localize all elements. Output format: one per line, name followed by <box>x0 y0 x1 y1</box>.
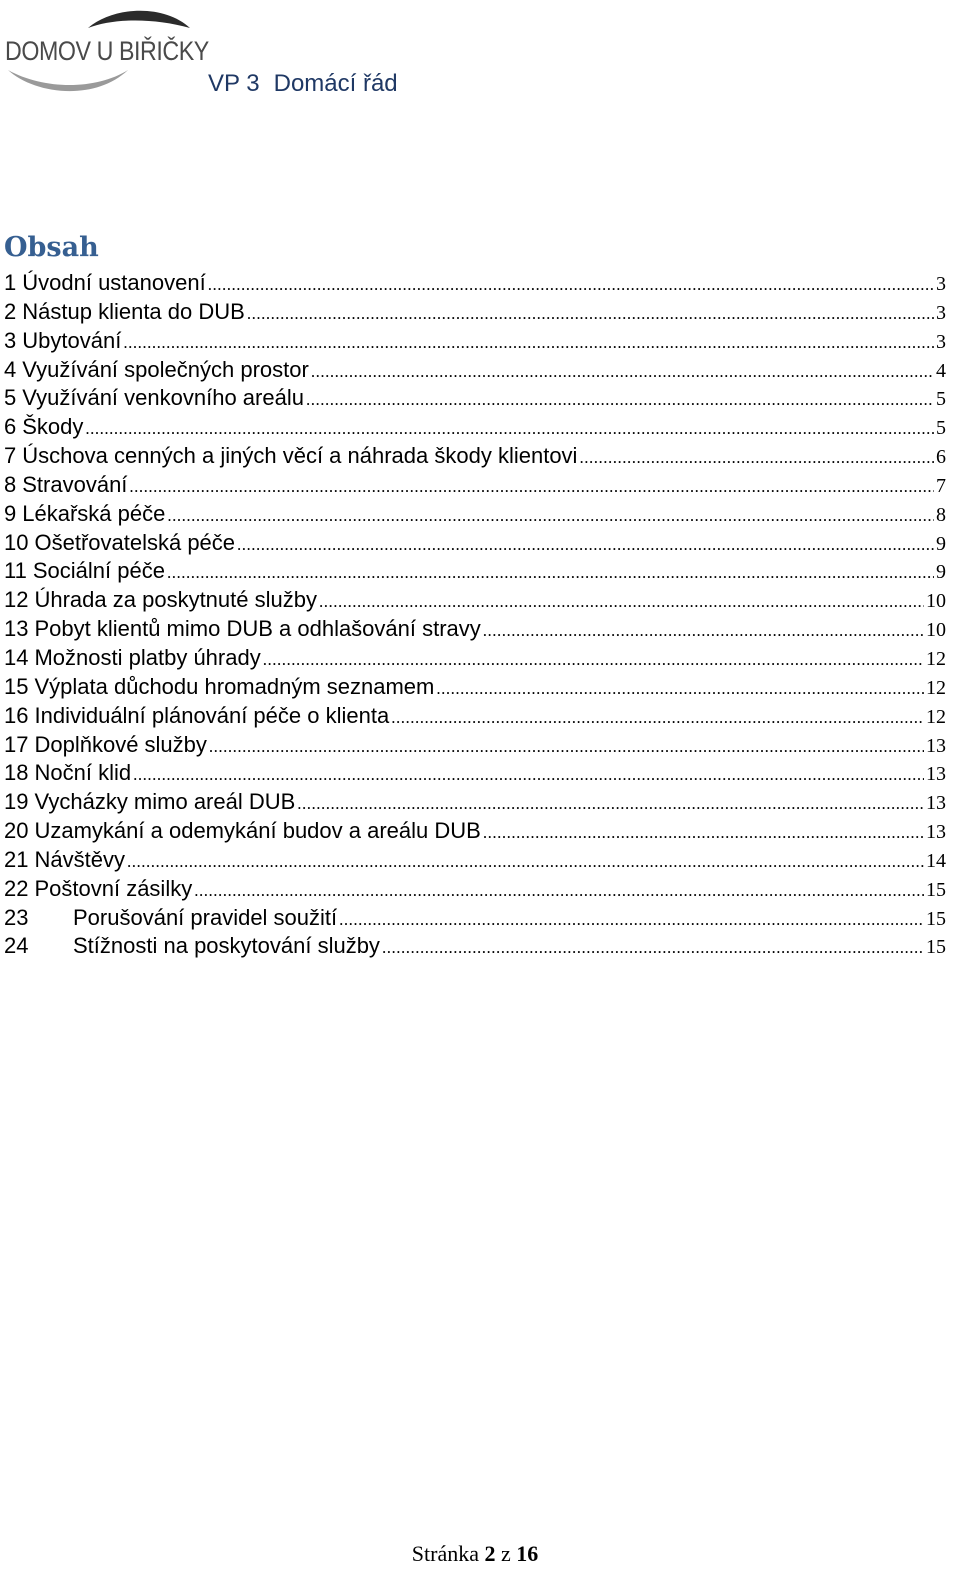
toc-entry-number: 9 <box>4 500 17 526</box>
toc-entry[interactable] <box>4 760 946 789</box>
toc-entry-number: 8 <box>4 471 17 497</box>
toc-entry-title[interactable]: Individuální plánování péče o klienta <box>34 702 390 728</box>
toc-entry-number: 3 <box>4 327 17 353</box>
footer-separator: z <box>500 1541 511 1566</box>
toc-dot-leader <box>297 794 924 814</box>
toc-entry-title[interactable]: Nástup klienta do DUB <box>22 298 245 324</box>
toc-entry[interactable] <box>4 414 946 443</box>
footer-label: Stránka <box>411 1541 479 1566</box>
toc-dot-leader <box>579 448 934 468</box>
toc-entry-page[interactable]: 15 <box>926 878 946 901</box>
toc-dot-leader <box>209 737 924 757</box>
toc-dot-leader <box>194 881 924 901</box>
toc-entry-page[interactable]: 13 <box>926 821 946 844</box>
document-code: VP 3 <box>208 70 260 97</box>
toc-entry-page[interactable]: 13 <box>926 763 946 786</box>
toc-dot-leader <box>319 592 924 612</box>
toc-entry-number: 12 <box>4 587 29 613</box>
toc-entry-title[interactable]: Úvodní ustanovení <box>22 270 206 295</box>
toc-entry[interactable] <box>4 645 946 674</box>
logo-text: DOMOV U BIŘIČKY <box>5 36 209 66</box>
toc-dot-leader <box>85 419 934 439</box>
footer-current-page: 2 <box>484 1541 496 1566</box>
toc-dot-leader <box>391 708 924 728</box>
toc-dot-leader <box>483 823 924 843</box>
toc-entry-title[interactable]: Doplňkové služby <box>34 731 207 757</box>
toc-dot-leader <box>382 938 924 958</box>
toc-entry-page[interactable]: 4 <box>936 359 946 382</box>
toc-entry-title[interactable]: Ošetřovatelská péče <box>34 529 236 555</box>
toc-entry-title[interactable]: Výplata důchodu hromadným seznamem <box>34 673 435 699</box>
toc-entry-title[interactable]: Noční klid <box>34 760 132 786</box>
toc-entry-page[interactable]: 10 <box>926 619 946 642</box>
toc-entry-title[interactable]: Úhrada za poskytnuté služby <box>34 587 317 613</box>
toc-entry-number: 14 <box>4 644 29 670</box>
toc-dot-leader <box>237 535 934 555</box>
toc-entry[interactable] <box>4 587 946 616</box>
toc-entry[interactable] <box>4 472 946 501</box>
toc-entry-title[interactable]: Využívání venkovního areálu <box>22 385 304 411</box>
toc-entry-page[interactable]: 14 <box>926 849 946 872</box>
toc-entry-page[interactable]: 5 <box>936 388 946 411</box>
toc-entry[interactable] <box>4 703 946 732</box>
toc-dot-leader <box>129 477 934 497</box>
toc-entry-page[interactable]: 7 <box>936 474 946 497</box>
toc-entry-number: 17 <box>4 731 29 757</box>
toc-entry[interactable] <box>4 847 946 876</box>
toc-entry-title[interactable]: Stravování <box>22 471 128 497</box>
toc-entry-page[interactable]: 3 <box>936 330 946 353</box>
toc-dot-leader <box>133 765 924 785</box>
toc-entry-page[interactable]: 13 <box>926 734 946 757</box>
toc-entry-number: 23 <box>4 904 29 930</box>
toc-entry-number: 11 <box>4 558 27 584</box>
footer-total-pages: 16 <box>516 1541 539 1566</box>
toc-entry-title[interactable]: Stížnosti na poskytování služby <box>73 933 380 959</box>
toc-entry-page[interactable]: 8 <box>936 503 946 526</box>
toc-entry[interactable] <box>4 558 946 587</box>
toc-entry-page[interactable]: 3 <box>936 301 946 324</box>
toc-dot-leader <box>208 275 934 295</box>
toc-entry-number: 10 <box>4 529 29 555</box>
toc-entry-number: 5 <box>4 385 17 411</box>
toc-entry-number: 2 <box>4 298 17 324</box>
toc-entry-title[interactable]: Využívání společných prostor <box>22 356 309 382</box>
toc-entry[interactable] <box>4 905 946 934</box>
toc-dot-leader <box>247 304 934 324</box>
toc-entry[interactable] <box>4 443 946 472</box>
toc-entry-page[interactable]: 12 <box>926 647 946 670</box>
toc-entry[interactable] <box>4 357 946 386</box>
toc-entry-page[interactable]: 9 <box>936 561 946 584</box>
toc-entry[interactable] <box>4 530 946 559</box>
toc-entry-title[interactable]: Škody <box>22 414 84 440</box>
toc-entry-title[interactable]: Uzamykání a odemykání budov a areálu DUB <box>34 818 481 844</box>
toc-dot-leader <box>123 333 934 353</box>
toc-dot-leader <box>167 563 934 583</box>
toc-entry-number: 7 <box>4 443 17 469</box>
toc-entry-page[interactable]: 12 <box>926 676 946 699</box>
toc-entry[interactable] <box>4 674 946 703</box>
toc-entry[interactable] <box>4 789 946 818</box>
toc-entry-title[interactable]: Poštovní zásilky <box>34 875 193 901</box>
toc-entry-number: 13 <box>4 616 29 642</box>
toc-dot-leader <box>263 650 924 670</box>
toc-entry-page[interactable]: 5 <box>936 417 946 440</box>
toc-entry-number: 19 <box>4 789 29 815</box>
toc-entry[interactable] <box>4 501 946 530</box>
logo <box>4 6 209 96</box>
toc-entry-page[interactable]: 10 <box>926 590 946 613</box>
toc-entry-title[interactable]: Lékařská péče <box>22 500 166 526</box>
toc-entry[interactable] <box>4 933 946 962</box>
toc-entry-page[interactable]: 6 <box>936 446 946 469</box>
toc-entry-page[interactable]: 15 <box>926 907 946 930</box>
toc-entry[interactable] <box>4 732 946 761</box>
toc-entry-page[interactable]: 15 <box>926 936 946 959</box>
toc-entry-page[interactable]: 9 <box>936 532 946 555</box>
toc-entry-title[interactable]: Úschova cenných a jiných věcí a náhrada škody klientovi <box>22 443 578 469</box>
toc-heading: Obsah <box>4 232 99 263</box>
toc-entry-title[interactable]: Ubytování <box>22 327 122 353</box>
toc-entry-number: 21 <box>4 846 29 872</box>
toc-entry-page[interactable]: 13 <box>926 792 946 815</box>
toc-entry[interactable] <box>4 876 946 905</box>
toc-entry-number: 6 <box>4 414 17 440</box>
toc-entry[interactable] <box>4 616 946 645</box>
toc-dot-leader <box>483 621 924 641</box>
toc-dot-leader <box>339 910 924 930</box>
toc-entry-page[interactable]: 3 <box>936 273 946 295</box>
toc-dot-leader <box>436 679 924 699</box>
toc-dot-leader <box>127 852 924 872</box>
toc-entry-title[interactable]: Porušování pravidel soužití <box>73 904 338 930</box>
toc-entry-number: 22 <box>4 875 29 901</box>
toc-entry-number: 24 <box>4 933 29 959</box>
toc-entry-number: 4 <box>4 356 17 382</box>
toc-entry-title[interactable]: Návštěvy <box>34 846 125 872</box>
toc-entry-title[interactable]: Sociální péče <box>32 558 165 584</box>
toc-dot-leader <box>167 506 934 526</box>
toc-entry[interactable] <box>4 328 946 357</box>
toc-entry-title[interactable]: Možnosti platby úhrady <box>34 644 261 670</box>
toc-entry-title[interactable]: Vycházky mimo areál DUB <box>34 789 296 815</box>
toc-entry-page[interactable]: 12 <box>926 705 946 728</box>
toc-entry[interactable] <box>4 385 946 414</box>
toc-entry-number: 20 <box>4 818 29 844</box>
document-header <box>208 70 398 98</box>
toc-entry-title[interactable]: Pobyt klientů mimo DUB a odhlašování stravy <box>34 616 481 642</box>
toc-entry-number: 16 <box>4 702 29 728</box>
toc-dot-leader <box>311 362 934 382</box>
table-of-contents <box>4 270 946 962</box>
toc-entry-number: 18 <box>4 760 29 786</box>
toc-dot-leader <box>306 390 934 410</box>
toc-entry-number: 1 <box>4 270 17 295</box>
page-footer <box>0 1541 950 1567</box>
document-title: Domácí řád <box>273 70 398 97</box>
toc-entry-number: 15 <box>4 673 29 699</box>
toc-entry[interactable] <box>4 270 946 299</box>
toc-entry[interactable] <box>4 299 946 328</box>
toc-entry[interactable] <box>4 818 946 847</box>
